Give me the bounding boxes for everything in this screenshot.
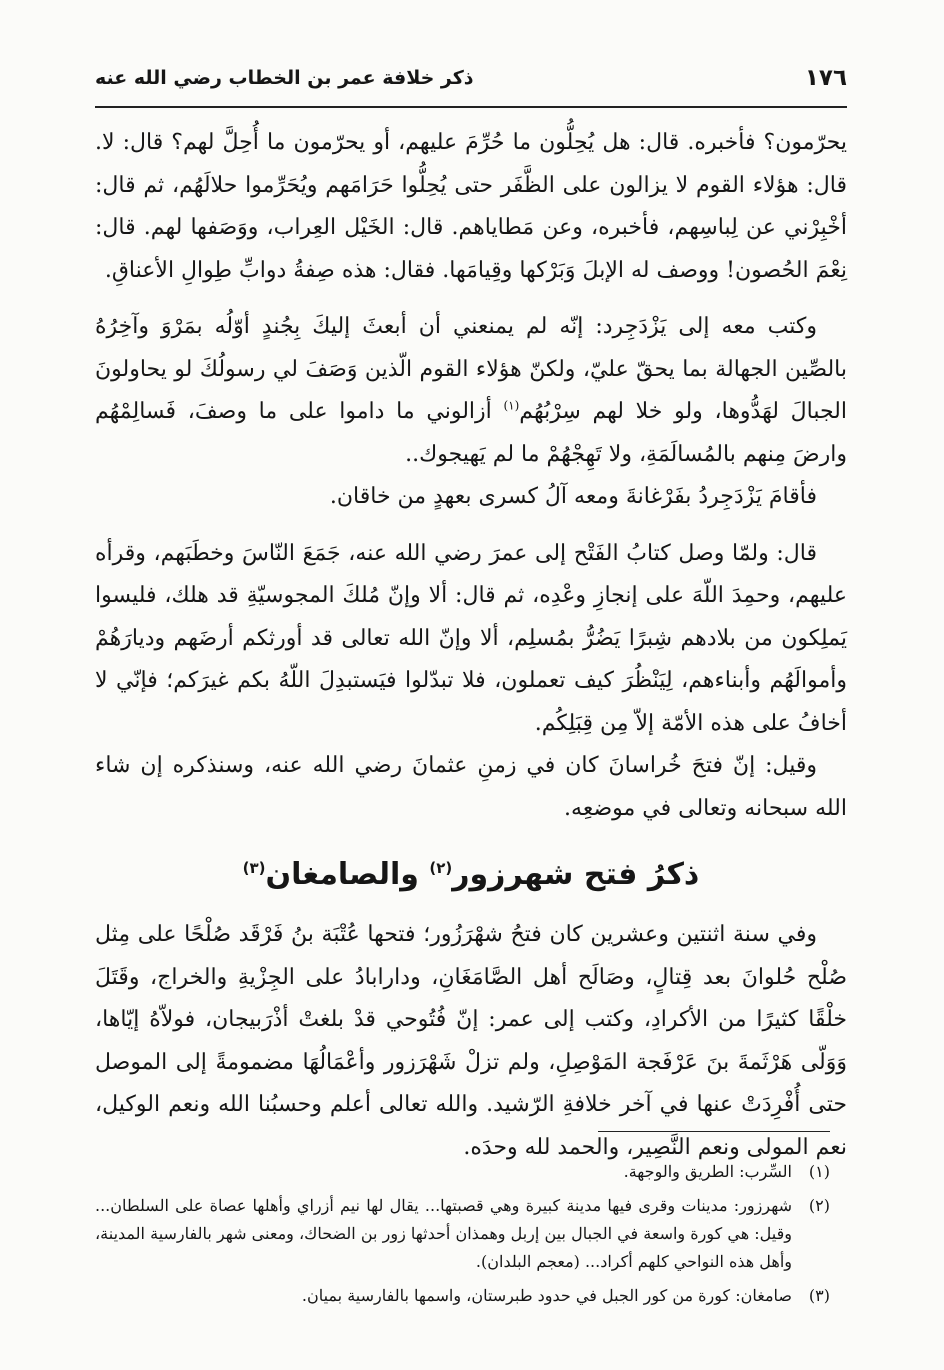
footnote-text: صامغان: كورة من كور الجبل في حدود طبرستان، واسمها بالفارسية بميان. xyxy=(301,1286,792,1305)
footnote-number: (٣) xyxy=(808,1286,830,1305)
footnote-ref: (٢) xyxy=(429,859,453,877)
footnote-number: (٢) xyxy=(808,1196,830,1215)
section-heading-text: والصامغان xyxy=(265,857,419,892)
footnote-number: (١) xyxy=(808,1162,830,1181)
section-heading-text: ذكرُ فتح شهرزور xyxy=(452,857,700,892)
footnote-text: السِّرب: الطريق والوجهة. xyxy=(623,1162,792,1181)
footnote-text: شهرزور: مدينات وقرى فيها مدينة كبيرة وهي قصبتها... يقال لها نيم أزراي وأهلها عصاة على السلطان... وقيل: هي كورة واسعة في الجبال بين إربل وهمذان أحدثها زور بن الضحاك، ومعنى شهر بالفارسية المدينة، وأهل هذه النواحي كلهم أكراد... (معجم البلدان). xyxy=(95,1196,792,1271)
main-text xyxy=(95,122,847,1169)
footnote xyxy=(95,1158,830,1186)
paragraph-text: وكتب معه إلى يَزْدَجِرد: إنّه لم يمنعني أن أبعثَ إليكَ بِجُندٍ أوّلُه بمَرْوَ وآخِرُهُ بالصِّين الجهالة بما يحقّ عليّ، ولكنّ هؤلاء القوم الّذين وَصَفَ لي رسولُكَ لو يحاولونَ الجبالَ لهَدُّوها، ولو خلا لهم سِرْبُهُم xyxy=(95,314,847,424)
header-rule xyxy=(95,106,847,108)
footnote xyxy=(95,1192,830,1276)
running-title: ذكر خلافة عمر بن الخطاب رضي الله عنه xyxy=(95,67,474,89)
paragraph: وفي سنة اثنتين وعشرين كان فتحُ شهْرَزُور؛ فتحها عُتْبَة بنُ فَرْقَد صُلْحًا على مِثل صُلْح حُلوانَ بعد قِتالٍ، وصَالَح أهل الصَّامَغَانِ، ودارابادُ على الجِزْيةِ والخراج، وقَتَلَ خلْقًا كثيرًا من الأكرادِ، وكتب إلى عمر: إنّ فُتُوحي قدْ بلغتْ أذْرَبيجان، فولاّهُ إيّاها، وَوَلّى هَرْثَمةَ بنَ عَرْفَجة المَوْصِلِ، ولم تزلْ شَهْرَزور وأعْمَالُهَا مضمومةً إلى الموصل حتى أُفْرِدَتْ عنها في آخر خلافةِ الرّشيد. والله تعالى أعلم وحسبُنا الله ونعم الوكيل، نعم المولى ونعم النَّصِير، والحمد لله وحدَه. xyxy=(95,922,848,1160)
footnotes xyxy=(95,1158,830,1316)
footnote xyxy=(95,1282,830,1310)
page-number: ١٧٦ xyxy=(804,65,847,91)
paragraph: يحرّمون؟ فأخبره. قال: هل يُحِلُّون ما حُرِّمَ عليهم، أو يحرّمون ما أُحِلَّ لهم؟ قال: لا. قال: هؤلاء القوم لا يزالون على الظَّفَر حتى يُحِلُّوا حَرَامَهم ويُحَرِّموا حلالَهُم، ثم قال: أخْبِرْني عن لِباسِهم، فأخبره، وعن مَطاياهم. قال: الخَيْل العِراب، ووَصَفها لهم. قال: نِعْمَ الحُصون! ووصف له الإبلَ وَبَرْكها وقِيامَها. فقال: هذه صِفةُ دوابِّ طِوالِ الأعناقِ. xyxy=(95,130,847,283)
paragraph: وقيل: إنّ فتحَ خُراسانَ كان في زمنِ عثمانَ رضي الله عنه، وسنذكره إن شاء الله سبحانه وتعالى في موضعِه. xyxy=(95,753,847,821)
page-header xyxy=(95,56,847,100)
paragraph: قال: ولمّا وصل كتابُ الفَتْح إلى عمرَ رضي الله عنه، جَمَعَ النّاسَ وخطَبَهم، وقرأه عليهم، وحمِدَ اللّهَ على إنجازِ وعْدِه، ثم قال: ألا وإنّ مُلكَ المجوسيّةِ قد هلك، فليسوا يَملِكون من بلادهم شِبرًا يَضُرُّ بمُسلِم، ألا وإنّ الله تعالى قد أورثكم أرضَهم وديارَهُمْ وأموالَهُم وأبناءهم، لِيَنْظُرَ كيف تعملون، فلا تبدّلوا فيَستبدِلَ اللّهُ بكم غيرَكم؛ فإنّي لا أخافُ على هذه الأمّة إلاّ مِن قِبَلِكُم. xyxy=(95,540,847,736)
paragraph-text: أزالوني ما داموا على ما وصفَ، فَسالِمْهُم وارضَ مِنهم بالمُسالَمَةِ، ولا تَهِجْهُمْ ما لم يَهيجوك.. xyxy=(95,399,847,467)
paragraph: فأقامَ يَزْدَجِردُ بفَرْغانةَ ومعه آلُ كسرى بعهدٍ من خاقان. xyxy=(329,484,817,509)
paragraph xyxy=(95,306,847,476)
section-heading xyxy=(95,852,847,898)
footnote-ref: (٣) xyxy=(242,859,266,877)
footnote-ref: (١) xyxy=(503,398,520,413)
footnote-separator xyxy=(598,1131,830,1132)
